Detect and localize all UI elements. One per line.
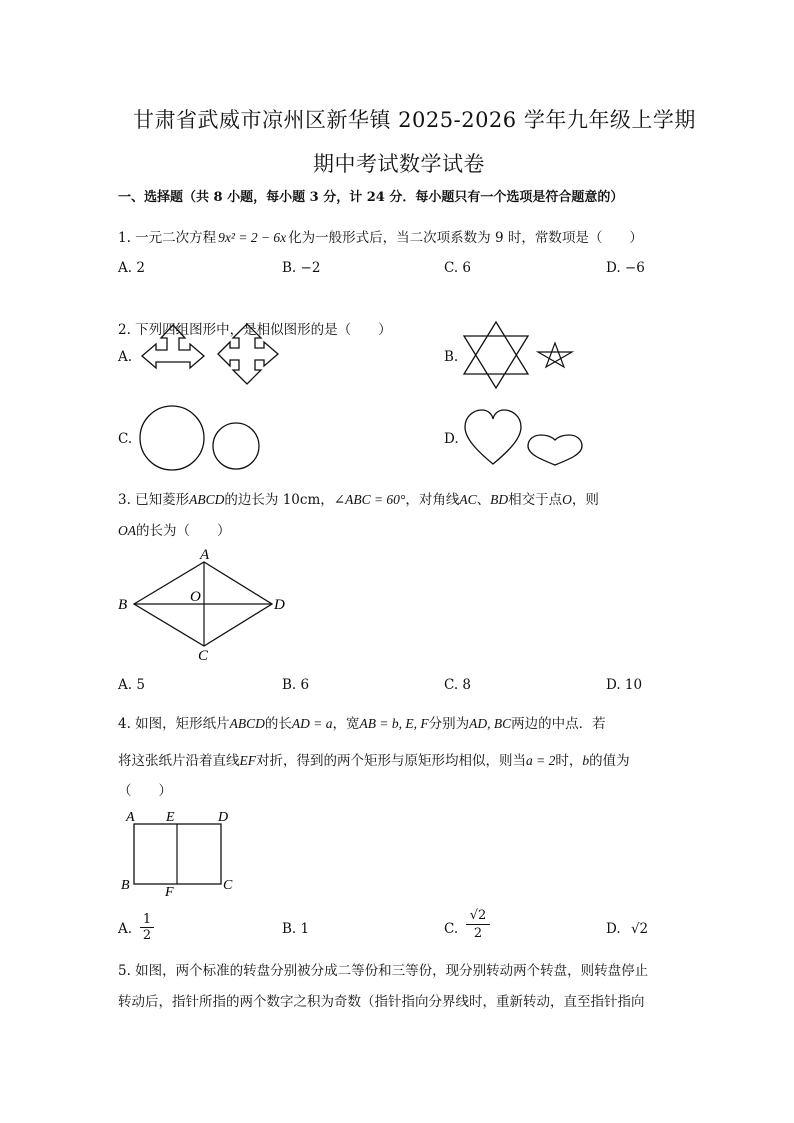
q1-option-a[interactable]: A. 2: [118, 260, 145, 276]
q3-text-e: ，对角线: [405, 492, 460, 508]
q4-option-d[interactable]: [606, 921, 648, 937]
q2-option-d-figure: [462, 408, 588, 470]
q1-option-b[interactable]: B. −2: [282, 260, 321, 276]
q1-equation: 9x² = 2 − 6x: [218, 230, 287, 245]
question-4-line1: [118, 712, 606, 732]
q4-text-e: ，宽: [332, 716, 360, 732]
exam-title-line2: 期中考试数学试卷: [313, 152, 485, 176]
q4-option-c[interactable]: [444, 921, 458, 937]
question-3-line1: [118, 488, 599, 508]
q4-line2-c: 对折，得到的两个矩形与原矩形均相似，则当: [256, 753, 526, 769]
q4-option-a-label: A.: [118, 921, 133, 937]
q3-text-h: BD: [490, 492, 509, 507]
q3-text-b: ABCD: [189, 492, 225, 507]
hexagram-icon: [464, 322, 528, 388]
label-a: A: [126, 810, 135, 825]
small-circle-icon: [213, 423, 259, 469]
q3-text-d: ∠ABC = 60°: [333, 492, 406, 507]
q2-option-a-label[interactable]: A.: [118, 349, 133, 365]
q3-text-k: ，则: [571, 492, 599, 508]
rectangle-figure: [114, 806, 244, 898]
q1-prefix: 1. 一元二次方程: [118, 230, 217, 246]
q4-text-g: 分别为: [428, 716, 470, 732]
q4-line2-e: 时，: [555, 753, 583, 769]
q4-option-d-label: D.: [606, 921, 621, 937]
q4-option-b[interactable]: B. 1: [282, 921, 310, 937]
heart-large-icon: [465, 410, 521, 464]
label-f: F: [165, 885, 174, 898]
q4-line2-b: EF: [239, 753, 256, 768]
label-a: A: [200, 547, 210, 563]
question-1: [118, 226, 643, 246]
large-circle-icon: [140, 406, 204, 470]
q3-text-c: 的边长为 10cm，: [224, 492, 334, 508]
fraction-numerator: √2: [466, 907, 490, 925]
label-e: E: [166, 810, 175, 825]
q4-option-d-value: √2: [630, 921, 649, 937]
q4-text-h: AD, BC: [469, 716, 512, 731]
fraction-denominator: 2: [142, 928, 152, 943]
cross-arrow-small-icon: [142, 325, 204, 368]
label-c: C: [223, 878, 233, 893]
q2-option-b-figure: [460, 318, 586, 392]
q1-suffix: 化为一般形式后，当二次项系数为 9 时，常数项是（ ）: [288, 230, 643, 246]
label-b: B: [121, 878, 130, 893]
q4-text-i: 两边的中点．若: [511, 716, 606, 732]
q1-option-d[interactable]: D. −6: [606, 260, 645, 276]
q4-line2-d: a = 2: [526, 753, 556, 768]
q4-line2-g: 的值为: [589, 753, 630, 769]
question-2: 2. 下列四组图形中，是相似图形的是（ ）: [118, 322, 392, 338]
q3-option-d[interactable]: D. 10: [606, 677, 643, 693]
q1-option-c[interactable]: C. 6: [444, 260, 472, 276]
q4-text-a: 4. 如图，矩形纸片: [118, 716, 230, 732]
label-o: O: [190, 589, 201, 605]
label-d: D: [274, 597, 285, 613]
q3-option-b[interactable]: B. 6: [282, 677, 310, 693]
question-5-line2: 转动后，指针所指的两个数字之积为奇数（指针指向分界线时，重新转动，直至指针指向: [118, 994, 645, 1010]
q4-line2-f: b: [582, 753, 590, 768]
q4-option-c-label: C.: [444, 921, 459, 937]
q4-line2-a: 将这张纸片沿着直线: [118, 753, 240, 769]
q4-text-d: AD = a: [291, 716, 333, 731]
q4-text-c: 的长: [264, 716, 292, 732]
q3-option-c[interactable]: C. 8: [444, 677, 472, 693]
q2-option-b-label[interactable]: B.: [444, 349, 459, 365]
q2-option-a-figure: [138, 320, 284, 392]
q2-option-c-label[interactable]: C.: [118, 431, 133, 447]
label-b: B: [118, 597, 128, 613]
question-4-line2: [118, 749, 630, 769]
q4-option-a[interactable]: [118, 921, 132, 937]
q2-option-c-figure: [136, 404, 266, 474]
q3-text-i: 相交于点: [508, 492, 563, 508]
q3-line2-a: OA: [118, 523, 136, 538]
fraction-denominator: 2: [473, 926, 483, 941]
pentagram-icon: [538, 343, 572, 367]
q3-text-j: O: [562, 492, 572, 507]
q4-text-f: AB = b, E, F: [359, 716, 429, 731]
question-5-line1: 5. 如图，两个标准的转盘分别被分成二等份和三等份，现分别转动两个转盘，则转盘停止: [118, 963, 649, 979]
q3-line2-b: 的长为（ ）: [136, 523, 231, 539]
section-heading: 一、选择题（共 8 小题，每小题 3 分，计 24 分．每小题只有一个选项是符合题意的）: [118, 190, 624, 205]
rhombus-figure: [112, 546, 297, 664]
heart-small-icon: [528, 435, 582, 465]
label-c: C: [198, 648, 209, 664]
question-4-line3: （ ）: [118, 783, 172, 799]
question-3-line2: [118, 519, 231, 539]
q4-text-b: ABCD: [229, 716, 265, 731]
q3-text-a: 3. 已知菱形: [118, 492, 190, 508]
four-way-arrow-icon: [218, 324, 278, 384]
fraction-numerator: 1: [140, 912, 154, 928]
q3-text-g: 、: [476, 492, 491, 508]
q3-option-a[interactable]: A. 5: [118, 677, 145, 693]
q4-option-a-fraction: [140, 912, 154, 943]
exam-title-line1: 甘肃省武威市凉州区新华镇 2025-2026 学年九年级上学期: [133, 108, 696, 132]
q3-text-f: AC: [459, 492, 477, 507]
label-d: D: [218, 810, 229, 825]
q2-option-d-label[interactable]: D.: [444, 431, 459, 447]
q4-option-c-fraction: [466, 907, 490, 942]
